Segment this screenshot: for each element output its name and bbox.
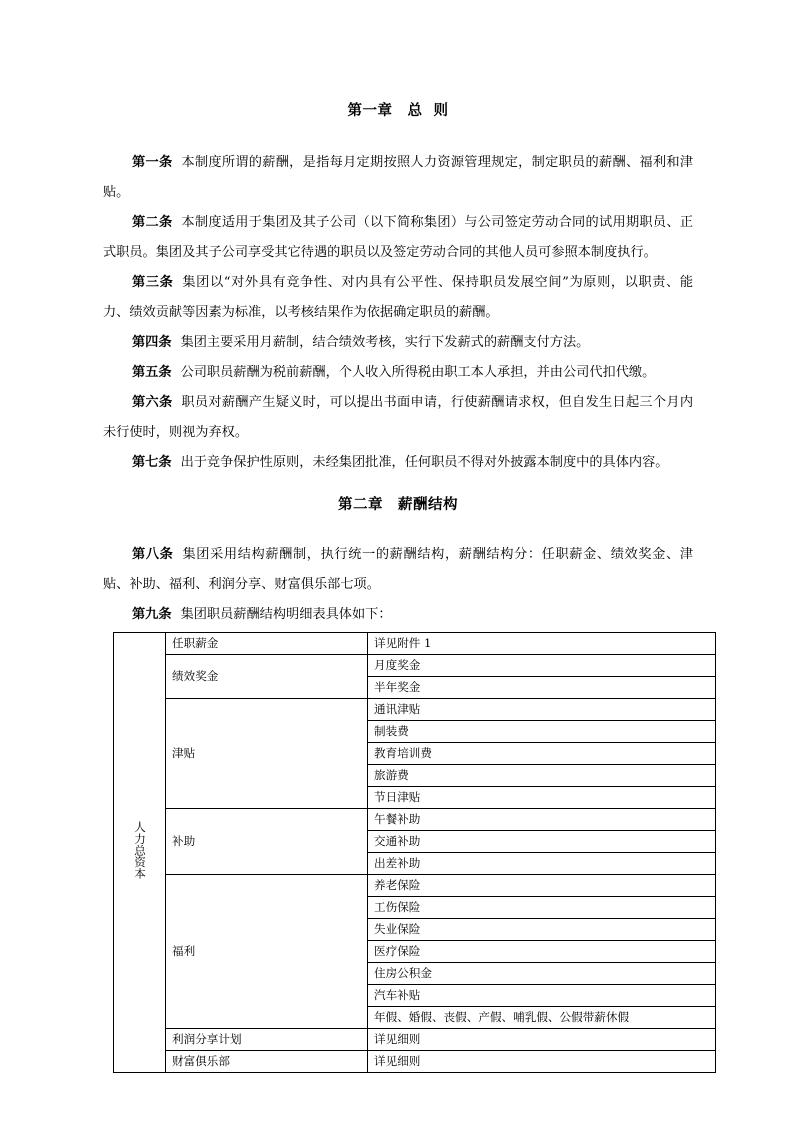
- spacer: [103, 516, 693, 540]
- article-label: 第一条: [132, 154, 173, 170]
- table-row: [114, 1028, 716, 1050]
- table-cell-item: 医疗保险: [368, 940, 716, 962]
- table-cell-item: 出差补助: [368, 852, 716, 874]
- chapter-1-heading: [103, 100, 693, 122]
- article-item: [103, 540, 693, 600]
- table-cell-item: 教育培训费: [368, 742, 716, 764]
- chapter-1-title-a: 总: [407, 102, 423, 119]
- salary-table-body: [114, 632, 716, 1072]
- article-item: [103, 388, 693, 448]
- chapter-2-title: 薪酬结构: [398, 495, 458, 513]
- table-row: [114, 808, 716, 830]
- vertical-header-cell: [114, 632, 166, 1072]
- table-cell-item: 交通补助: [368, 830, 716, 852]
- article-label: 第三条: [132, 274, 174, 290]
- table-cell-item: 月度奖金: [368, 654, 716, 676]
- table-row: [114, 654, 716, 676]
- document-content: [103, 100, 693, 1073]
- article-text: 集团以“对外具有竞争性、对内具有公平性、保持职员发展空间”为原则，以职责、能力、绩效贡献等因素为标准，以考核结果作为依据确定职员的薪酬。: [103, 274, 694, 320]
- table-row: [114, 874, 716, 896]
- article-item: [103, 600, 693, 630]
- table-cell-item: 失业保险: [368, 918, 716, 940]
- article-text: 集团主要采用月薪制，结合绩效考核，实行下发薪式的薪酬支付方法。: [180, 334, 590, 350]
- article-item: [103, 148, 693, 208]
- article-text: 本制度所谓的薪酬，是指每月定期按照人力资源管理规定，制定职员的薪酬、福利和津贴。: [103, 154, 694, 200]
- table-cell-category: 利润分享计划: [166, 1028, 368, 1050]
- table-cell-category: 绩效奖金: [166, 654, 368, 698]
- table-cell-item: 午餐补助: [368, 808, 716, 830]
- table-cell-item: 旅游费: [368, 764, 716, 786]
- article-item: [103, 208, 693, 268]
- article-text: 集团采用结构薪酬制，执行统一的薪酬结构，薪酬结构分：任职薪金、绩效奖金、津贴、补助、福利、利润分享、财富俱乐部七项。: [103, 546, 694, 592]
- article-text: 职员对薪酬产生疑义时，可以提出书面申请，行使薪酬请求权，但自发生日起三个月内未行使时，则视为弃权。: [103, 394, 694, 440]
- article-text: 出于竞争保护性原则，未经集团批准，任何职员不得对外披露本制度中的具体内容。: [180, 454, 669, 470]
- article-text: 本制度适用于集团及其子公司（以下简称集团）与公司签定劳动合同的试用期职员、正式职员。集团及其子公司享受其它待遇的职员以及签定劳动合同的其他人员可参照本制度执行。: [103, 214, 694, 260]
- table-cell-item: 年假、婚假、丧假、产假、哺乳假、公假带薪休假: [368, 1006, 716, 1028]
- chapter-1-title-b: 则: [433, 102, 449, 119]
- article-item: [103, 328, 693, 358]
- article-label: 第二条: [132, 214, 173, 230]
- article-text: 集团职员薪酬结构明细表具体如下：: [180, 606, 392, 622]
- article-label: 第四条: [132, 334, 172, 350]
- table-cell-item: 住房公积金: [368, 962, 716, 984]
- table-cell-item: 详见附件 1: [368, 632, 716, 654]
- article-item: [103, 358, 693, 388]
- table-cell-item: 制装费: [368, 720, 716, 742]
- article-text: 公司职员薪酬为税前薪酬，个人收入所得税由职工本人承担，并由公司代扣代缴。: [180, 364, 656, 380]
- article-label: 第五条: [132, 364, 172, 380]
- table-cell-item: 通讯津贴: [368, 698, 716, 720]
- chapter-2-number: 第二章: [338, 495, 383, 513]
- table-row: [114, 698, 716, 720]
- table-cell-category: 津贴: [166, 698, 368, 808]
- table-cell-item: 详见细则: [368, 1050, 716, 1072]
- salary-structure-table-wrap: [113, 632, 693, 1073]
- table-row: [114, 632, 716, 654]
- table-cell-category: 补助: [166, 808, 368, 874]
- article-label: 第九条: [132, 606, 172, 622]
- table-cell-item: 半年奖金: [368, 676, 716, 698]
- article-label: 第八条: [132, 546, 174, 562]
- article-label: 第六条: [132, 394, 173, 410]
- table-cell-category: 福利: [166, 874, 368, 1028]
- spacer: [103, 478, 693, 494]
- table-cell-item: 工伤保险: [368, 896, 716, 918]
- spacer: [103, 122, 693, 148]
- table-cell-item: 养老保险: [368, 874, 716, 896]
- table-cell-item: 节日津贴: [368, 786, 716, 808]
- chapter-1-number: 第一章: [347, 102, 393, 119]
- vertical-header-label: 人力总资本: [133, 821, 147, 880]
- table-cell-category: 任职薪金: [166, 632, 368, 654]
- article-item: [103, 268, 693, 328]
- salary-structure-table: [113, 632, 716, 1073]
- table-cell-item: 汽车补贴: [368, 984, 716, 1006]
- table-row: [114, 1050, 716, 1072]
- article-item: [103, 448, 693, 478]
- chapter-2-heading: [103, 494, 693, 516]
- article-label: 第七条: [132, 454, 172, 470]
- table-cell-item: 详见细则: [368, 1028, 716, 1050]
- table-cell-category: 财富俱乐部: [166, 1050, 368, 1072]
